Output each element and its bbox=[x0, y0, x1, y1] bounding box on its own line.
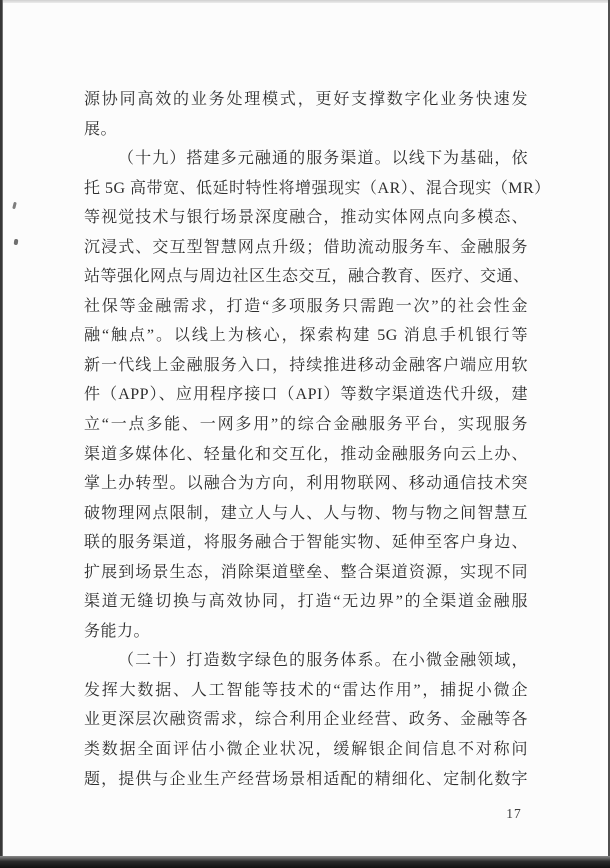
scan-edge-bottom bbox=[0, 856, 610, 868]
text-line: 融“触点”。以线上为核心，探索构建 5G 消息手机银行等 bbox=[84, 327, 528, 345]
text-line: 站等强化网点与周边社区生态交互，融合教育、医疗、交通、 bbox=[84, 268, 530, 286]
text-line: 立“一点多能、一网多用”的综合金融服务平台，实现服务 bbox=[84, 416, 528, 434]
text-line-paragraph-start: （二十）打造数字绿色的服务体系。在小微金融领域， bbox=[118, 652, 528, 670]
text-line: 源协同高效的业务处理模式，更好支撑数字化业务快速发 bbox=[84, 91, 528, 108]
text-line: 沉浸式、交互型智慧网点升级；借助流动服务车、金融服务 bbox=[84, 238, 528, 256]
text-line-paragraph-start: （十九）搭建多元融通的服务渠道。以线下为基础，依 bbox=[118, 150, 528, 168]
scan-edge-top bbox=[0, 0, 610, 3]
text-line: 业更深层次融资需求，综合利用企业经营、政务、金融等各 bbox=[84, 711, 528, 729]
text-line: 展。 bbox=[84, 120, 118, 138]
text-line: 新一代线上金融服务入口，持续推进移动金融客户端应用软 bbox=[84, 356, 528, 374]
document-body bbox=[84, 85, 551, 794]
text-line: 务能力。 bbox=[84, 622, 151, 640]
text-line: 题，提供与企业生产经营场景相适配的精细化、定制化数字 bbox=[84, 770, 528, 788]
text-line: 渠道多媒体化、轻量化和交互化，推动金融服务向云上办、 bbox=[84, 445, 528, 463]
text-line: 破物理网点限制，建立人与人、人与物、物与物之间智慧互 bbox=[84, 504, 528, 522]
text-line: 渠道无缝切换与高效协同，打造“无边界”的全渠道金融服 bbox=[84, 593, 528, 611]
text-line: 托 5G 高带宽、低延时特性将增强现实（AR）、混合现实（MR） bbox=[84, 179, 551, 197]
text-line: 等视觉技术与银行场景深度融合，推动实体网点向多模态、 bbox=[84, 209, 528, 227]
text-line: 联的服务渠道，将服务融合于智能实物、延伸至客户身边、 bbox=[84, 534, 528, 552]
text-line: 类数据全面评估小微企业状况，缓解银企间信息不对称问 bbox=[84, 741, 528, 759]
text-line: 社保等金融需求，打造“多项服务只需跑一次”的社会性金 bbox=[84, 297, 528, 315]
text-line: 发挥大数据、人工智能等技术的“雷达作用”，捕捉小微企 bbox=[84, 681, 528, 699]
text-line: 掌上办转型。以融合为方向，利用物联网、移动通信技术突 bbox=[84, 475, 528, 493]
text-line: 件（APP）、应用程序接口（API）等数字渠道迭代升级，建 bbox=[84, 386, 528, 404]
scan-edge-left bbox=[0, 0, 3, 868]
margin-smudge-mark bbox=[14, 239, 19, 245]
margin-smudge-mark bbox=[12, 202, 17, 210]
page-number: 17 bbox=[506, 806, 522, 821]
text-line: 扩展到场景生态，消除渠道壁垒、整合渠道资源，实现不同 bbox=[84, 563, 528, 581]
